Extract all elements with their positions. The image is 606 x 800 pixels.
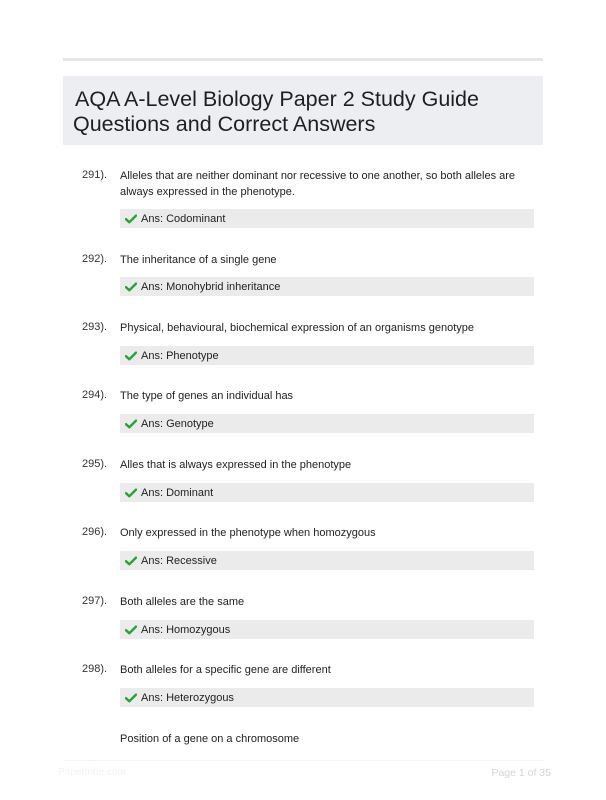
title-banner [63, 76, 543, 145]
question-number: 298). [82, 663, 108, 675]
answer-box [120, 483, 534, 502]
answer-box [120, 414, 534, 433]
check-icon [125, 488, 137, 498]
check-icon [125, 419, 137, 429]
question-text: The inheritance of a single gene [120, 254, 277, 266]
footer-watermark: Papertribe.com [58, 767, 126, 778]
answer-box [120, 551, 534, 570]
question-text: Both alleles are the same [120, 596, 245, 608]
answer-text: Ans: Genotype [141, 417, 214, 430]
question-text: The type of genes an individual has [120, 390, 294, 402]
answer-box [120, 209, 534, 228]
check-icon [125, 351, 137, 361]
question-text: Both alleles for a specific gene are different [120, 664, 331, 676]
question-number: 293). [82, 321, 108, 333]
answer-text: Ans: Recessive [141, 554, 217, 567]
check-icon [125, 556, 137, 566]
answer-text: Ans: Dominant [141, 486, 214, 499]
answer-text: Ans: Codominant [141, 212, 226, 225]
question-number: 297). [82, 595, 108, 607]
check-icon [125, 625, 137, 635]
question-number: 291). [82, 169, 108, 181]
answer-text: Ans: Phenotype [141, 349, 219, 362]
page-title-line-1: AQA A-Level Biology Paper 2 Study Guide [75, 87, 479, 111]
check-icon [125, 693, 137, 703]
check-icon [125, 214, 137, 224]
answer-box [120, 346, 534, 365]
question-text: Physical, behavioural, biochemical expression of an organisms genotype [120, 322, 475, 334]
answer-box [120, 688, 534, 707]
answer-text: Ans: Homozygous [141, 623, 231, 636]
bottom-divider [63, 760, 543, 761]
answer-box [120, 620, 534, 639]
page-title-line-2: Questions and Correct Answers [73, 112, 376, 136]
answer-text: Ans: Monohybrid inheritance [141, 280, 281, 293]
question-text: Position of a gene on a chromosome [120, 733, 300, 745]
question-text: Alleles that are neither dominant nor recessive to one another, so both alleles are always expressed in the phenotype. [120, 170, 516, 198]
question-text: Only expressed in the phenotype when homozygous [120, 527, 376, 539]
question-number: 294). [82, 389, 108, 401]
question-number: 295). [82, 458, 108, 470]
top-divider [63, 58, 543, 61]
question-text: Alles that is always expressed in the phenotype [120, 459, 352, 471]
answer-box [120, 277, 534, 296]
question-number: 292). [82, 253, 108, 265]
check-icon [125, 282, 137, 292]
page-number: Page 1 of 35 [491, 767, 551, 779]
answer-text: Ans: Heterozygous [141, 691, 234, 704]
question-number: 296). [82, 526, 108, 538]
